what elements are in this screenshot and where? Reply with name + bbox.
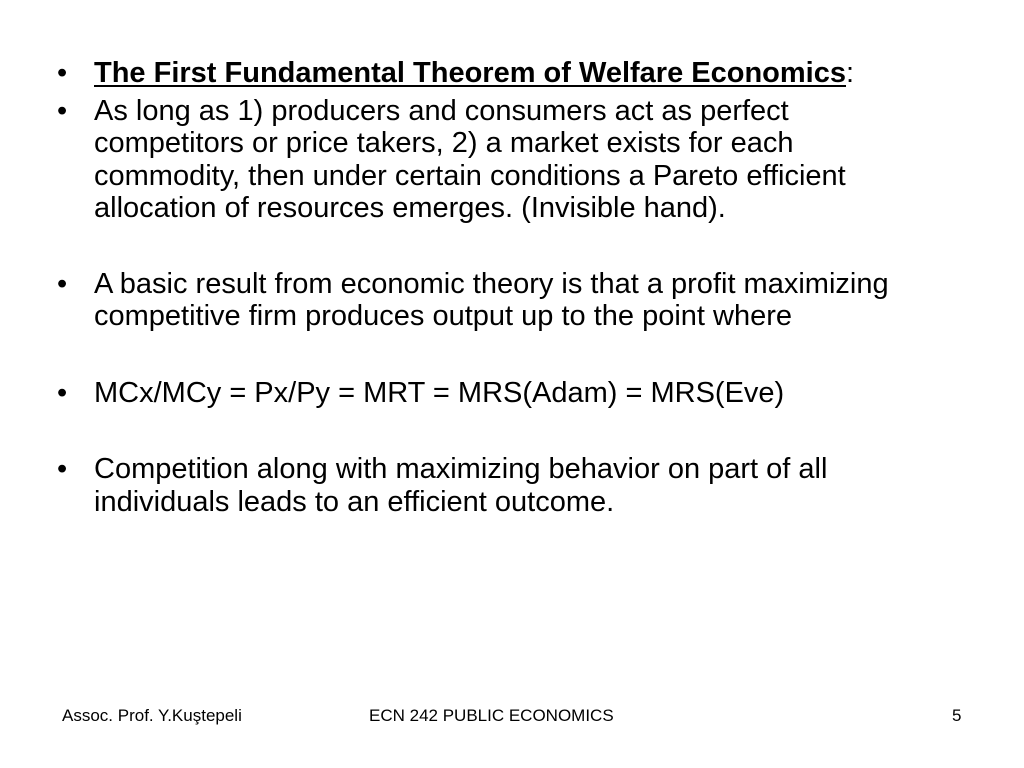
bullet-text: A basic result from economic theory is that a profit maximizing competitive firm produces output up to the point where — [94, 267, 889, 332]
bullet-text: Competition along with maximizing behavior on part of all individuals leads to an efficient outcome. — [94, 453, 828, 518]
footer-page-number: 5 — [952, 706, 962, 725]
bullet-marker: • — [57, 453, 68, 485]
bullet-as-long-as — [57, 95, 937, 225]
bullet-text: MCx/MCy = Px/Py = MRT = MRS(Adam) = MRS(Eve) — [94, 376, 785, 409]
footer-course-title: ECN 242 PUBLIC ECONOMICS — [369, 706, 614, 725]
footer-author: Assoc. Prof. Y.Kuştepeli — [62, 706, 242, 725]
bullet-list — [57, 57, 937, 518]
theorem-title: The First Fundamental Theorem of Welfare Economics — [94, 57, 846, 89]
bullet-marker: • — [57, 267, 68, 300]
bullet-equation — [57, 377, 937, 410]
bullet-theorem-title — [57, 57, 937, 90]
bullet-marker: • — [57, 57, 68, 89]
bullet-marker: • — [57, 376, 68, 409]
theorem-title-colon: : — [846, 57, 855, 89]
bullet-marker: • — [57, 94, 68, 127]
bullet-basic-result — [57, 268, 937, 333]
bullet-text: As long as 1) producers and consumers act as perfect competitors or price takers, 2) a market exists for each commodity, then under certain conditions a Pareto efficient allocation of resources emerges. (Invisible hand). — [94, 94, 846, 224]
bullet-competition — [57, 453, 937, 518]
